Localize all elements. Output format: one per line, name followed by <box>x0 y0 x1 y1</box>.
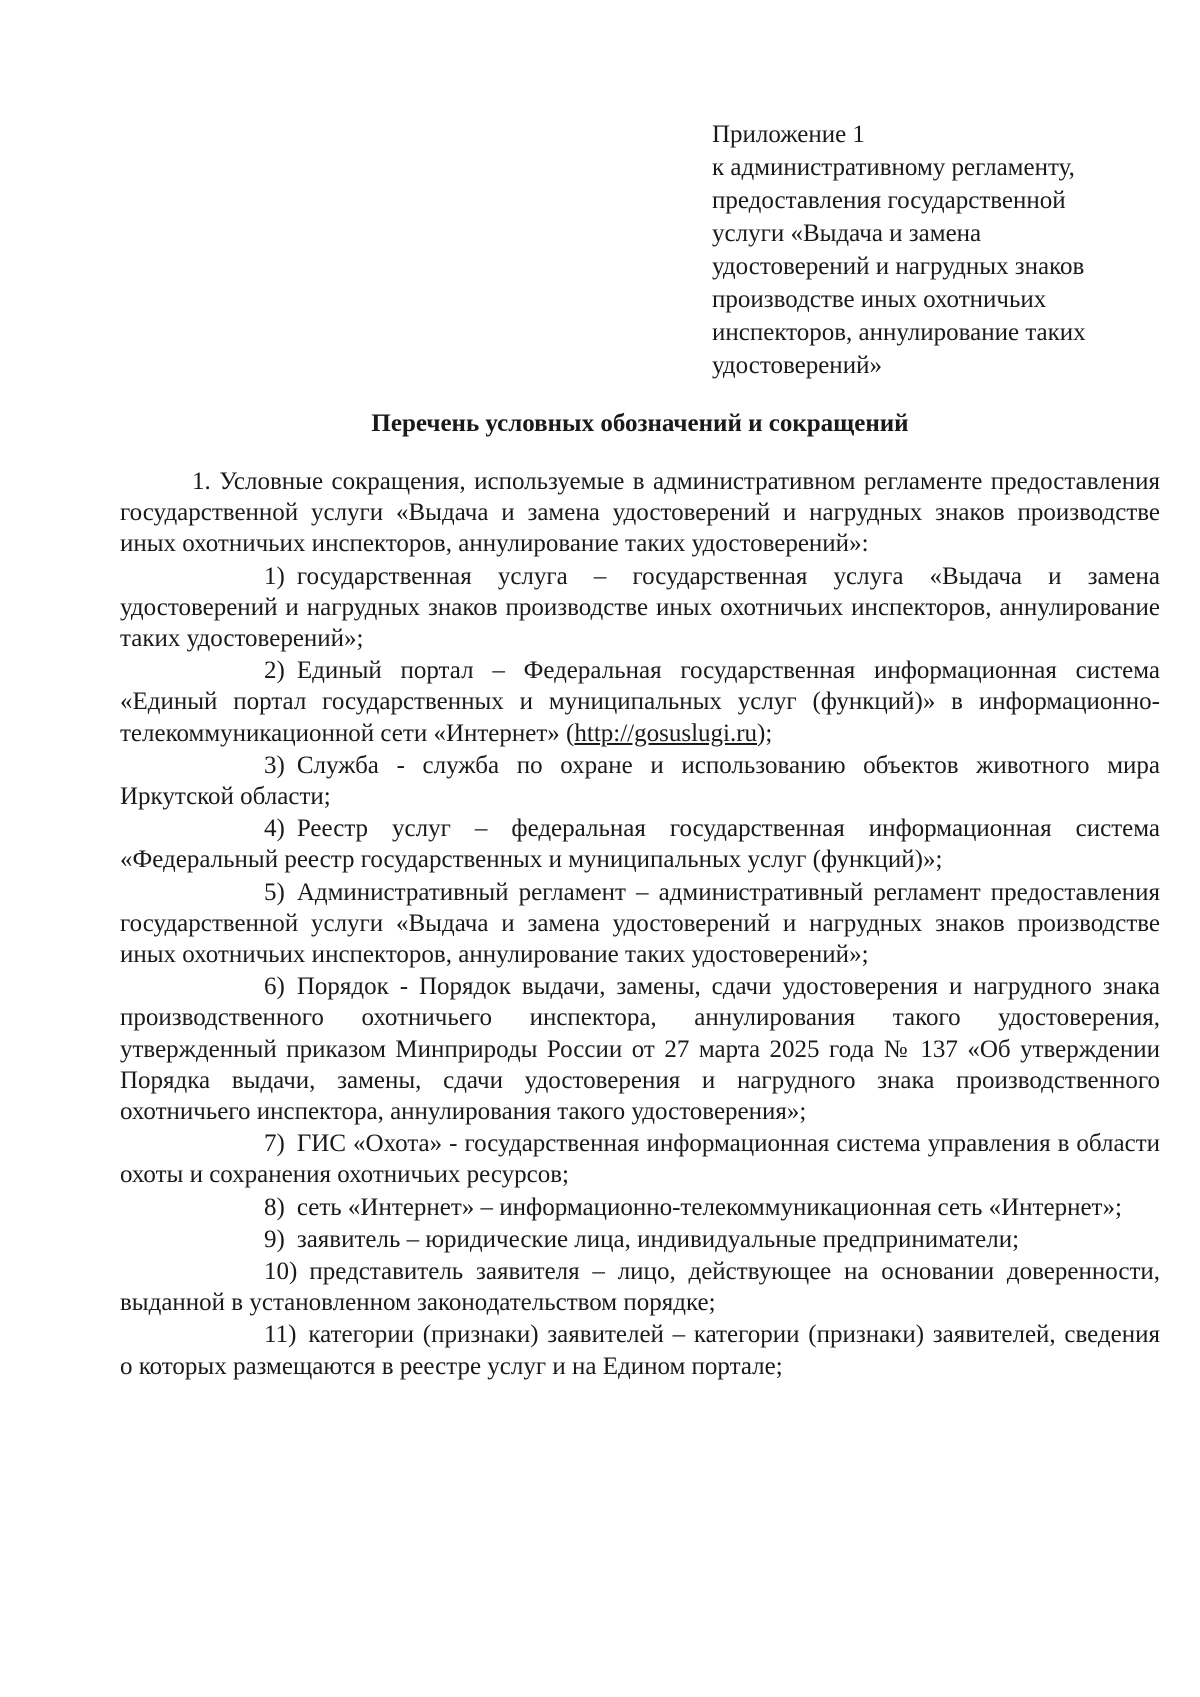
appendix-line: Приложение 1 <box>712 121 865 148</box>
item-text: Служба - служба по охране и использованию объектов животного мира Иркутской области; <box>120 751 1160 811</box>
appendix-line: удостоверений и нагрудных знаков <box>712 253 1085 280</box>
item-number: 9) <box>264 1225 285 1253</box>
item-text: сеть «Интернет» – информационно-телекоммуникационная сеть «Интернет»; <box>296 1193 1122 1221</box>
item-text: ГИС «Охота» - государственная информационная система управления в области охоты и сохранения охотничьих ресурсов; <box>120 1130 1160 1189</box>
intro-paragraph: 1. Условные сокращения, используемые в административном регламенте предоставления государственной услуги «Выдача и замена удостоверений и нагрудных знаков производстве иных охотничьих инспекторов, аннулирование таких удостоверений»: <box>120 468 1160 558</box>
list-item <box>120 1128 1160 1190</box>
item-text: государственная услуга – государственная услуга «Выдача и замена удостоверений и нагрудных знаков производстве иных охотничьих инспекторов, аннулирование таких удостоверений»; <box>120 562 1160 653</box>
item-number: 6) <box>264 973 285 1001</box>
item-number: 8) <box>264 1193 285 1221</box>
list-item <box>120 813 1160 875</box>
item-number: 3) <box>264 751 285 779</box>
appendix-line: предоставления государственной <box>712 187 1066 214</box>
list-item <box>120 1319 1160 1381</box>
item-text-after: ); <box>757 719 773 747</box>
appendix-header <box>712 118 1152 382</box>
list-item <box>120 561 1160 655</box>
item-text: Реестр услуг – федеральная государственная информационная система «Федеральный реестр государственных и муниципальных услуг (функций)»; <box>120 815 1160 874</box>
item-number: 7) <box>264 1130 285 1158</box>
list-item <box>120 1192 1160 1223</box>
list-item <box>120 971 1160 1127</box>
item-number: 2) <box>264 657 285 685</box>
appendix-line: удостоверений» <box>712 352 882 379</box>
list-item <box>120 1256 1160 1318</box>
document-body <box>120 466 1160 1383</box>
item-text: Единый портал – Федеральная государственная информационная система «Единый портал государственных и муниципальных услуг (функций)» в информационно-телекоммуникационной сети «Интернет» ( <box>120 657 1160 747</box>
item-text: заявитель – юридические лица, индивидуальные предприниматели; <box>296 1225 1020 1253</box>
appendix-line: производстве иных охотничьих <box>712 286 1047 313</box>
list-item <box>120 750 1160 812</box>
item-text: категории (признаки) заявителей – категории (признаки) заявителей, сведения о которых размещаются в реестре услуг и на Едином портале; <box>120 1321 1160 1380</box>
item-number: 11) <box>264 1321 297 1349</box>
appendix-line: услуги «Выдача и замена <box>712 220 982 247</box>
item-number: 1) <box>264 562 285 590</box>
item-number: 5) <box>264 878 285 906</box>
item-number: 10) <box>264 1258 298 1286</box>
item-text: Административный регламент – административный регламент предоставления государственной услуги «Выдача и замена удостоверений и нагрудных знаков производстве иных охотничьих инспекторов, аннулирование таких удостоверений»; <box>120 878 1160 969</box>
document-title: Перечень условных обозначений и сокращений <box>371 410 909 437</box>
gosuslugi-link[interactable]: http://gosuslugi.ru <box>574 719 758 747</box>
appendix-line: к административному регламенту, <box>712 154 1075 181</box>
list-item <box>120 877 1160 971</box>
item-text: Порядок - Порядок выдачи, замены, сдачи удостоверения и нагрудного знака производственного охотничьего инспектора, аннулирования такого удостоверения, утвержденный приказом Минприроды России от 27 марта 2025 года № 137 «Об утверждении Порядка выдачи, замены, сдачи удостоверения и нагрудного знака производственного охотничьего инспектора, аннулирования такого удостоверения»; <box>120 973 1160 1126</box>
item-number: 4) <box>264 815 285 843</box>
appendix-line: инспекторов, аннулирование таких <box>712 319 1086 346</box>
list-item <box>120 1224 1160 1255</box>
list-item <box>120 655 1160 749</box>
item-text: представитель заявителя – лицо, действующее на основании доверенности, выданной в установленном законодательством порядке; <box>120 1258 1160 1317</box>
